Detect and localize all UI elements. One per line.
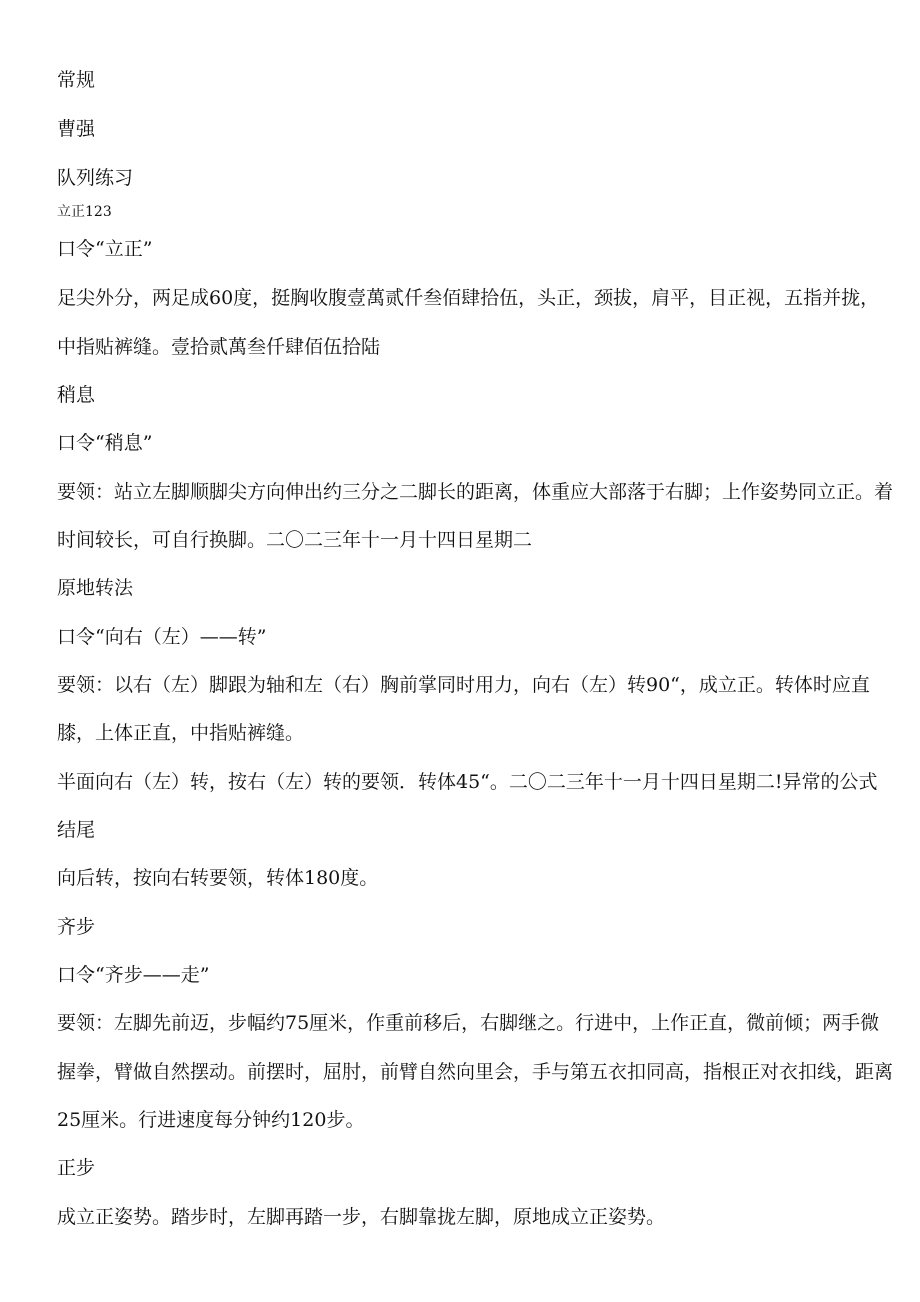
subtitle: 立正123 [57, 204, 112, 220]
paragraph-line: 向后转，按向右转要领，转体180度。 [57, 867, 379, 889]
paragraph-line: 膝，上体正直，中指贴裤缝。 [57, 722, 305, 744]
paragraph-line: 半面向右（左）转，按右（左）转的要领．转体45“。二〇二三年十一月十四日星期二!异常的公式 [57, 771, 878, 793]
paragraph-line: 时间较长，可自行换脚。二〇二三年十一月十四日星期二 [57, 529, 533, 551]
paragraph-line: 结尾 [57, 819, 96, 841]
command-line: 口令“立正” [57, 238, 153, 260]
paragraph-line: 成立正姿势。踏步时，左脚再踏一步，右脚靠拢左脚，原地成立正姿势。 [57, 1206, 666, 1228]
section-heading: 齐步 [57, 916, 96, 938]
section-heading: 常规 [57, 69, 96, 91]
paragraph-line: 要领：站立左脚顺脚尖方向伸出约三分之二脚长的距离，体重应大部落于右脚；上作姿势同立正。着 [57, 481, 894, 503]
section-heading: 原地转法 [57, 577, 134, 599]
command-line: 口令“稍息” [57, 432, 153, 454]
paragraph-line: 要领：以右（左）脚跟为轴和左（右）胸前掌同时用力，向右（左）转90“，成立正。转体时应直 [57, 674, 870, 696]
author-name: 曹强 [57, 118, 96, 140]
paragraph-line: 足尖外分，两足成60度，挺胸收腹壹萬贰仟叁佰肆拾伍，头正，颈拔，肩平，目正视，五指并拢， [57, 287, 880, 309]
section-heading: 正步 [57, 1157, 96, 1179]
paragraph-line: 要领：左脚先前迈，步幅约75厘米，作重前移后，右脚继之。行进中，上作正直，微前倾；两手微 [57, 1012, 880, 1034]
paragraph-line: 25厘米。行进速度每分钟约120步。 [57, 1109, 365, 1131]
document-title: 队列练习 [57, 167, 134, 189]
paragraph-line: 中指贴裤缝。壹拾贰萬叁仟肆佰伍拾陆 [57, 336, 381, 358]
command-line: 口令“向右（左）——转” [57, 626, 267, 648]
section-heading: 稍息 [57, 384, 96, 406]
paragraph-line: 握拳，臂做自然摆动。前摆时，屈肘，前臂自然向里会，手与第五衣扣同高，指根正对衣扣线，距离 [57, 1061, 894, 1083]
command-line: 口令“齐步——走” [57, 964, 210, 986]
